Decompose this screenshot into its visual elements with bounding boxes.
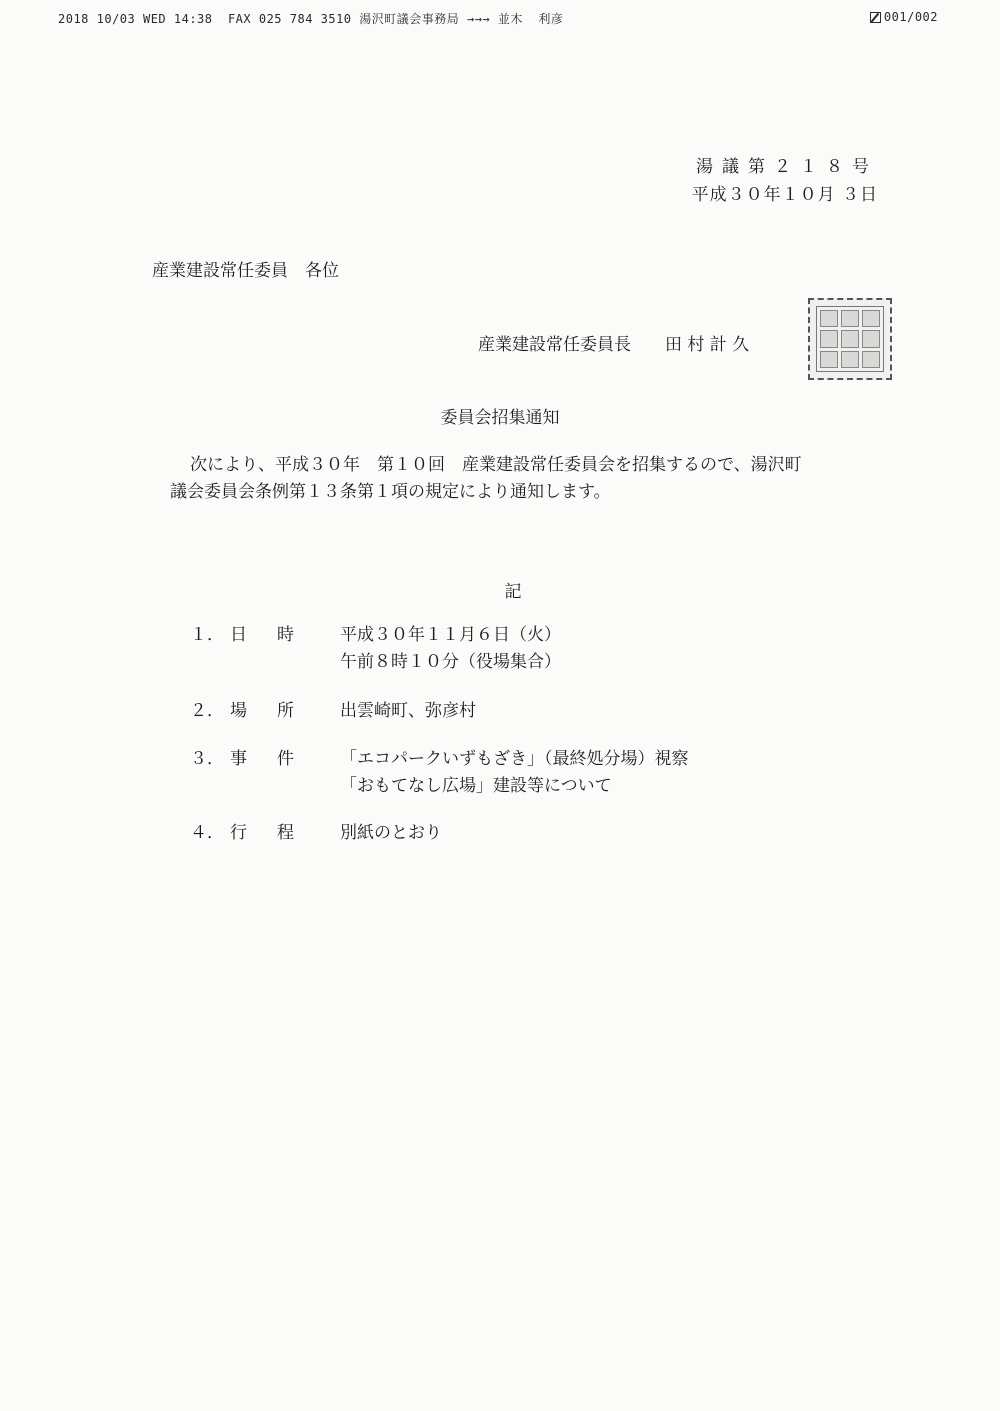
fax-page-count: 001/002 xyxy=(883,10,938,24)
item-number: ４． xyxy=(190,823,224,843)
item-value: 平成３０年１１月６日（火） xyxy=(340,625,561,645)
fax-page-indicator xyxy=(870,10,938,24)
item-datetime xyxy=(190,622,561,672)
item-place xyxy=(190,698,476,725)
recipient: 産業建設常任委員 各位 xyxy=(152,261,339,281)
document-number: 湯議第２１８号 xyxy=(696,157,878,177)
sender xyxy=(478,330,749,355)
item-number: １． xyxy=(190,625,224,645)
item-label: 日時 xyxy=(230,625,324,645)
ki-heading: 記 xyxy=(504,582,522,602)
fax-transmission-line: 2018 10/03 WED 14:38 FAX 025 784 3510 湯沢町議会事務局 →→→ 並木 利彦 xyxy=(58,12,564,26)
item-value: 「おもてなし広場」建設等について xyxy=(340,776,612,796)
fax-page-icon xyxy=(870,12,881,23)
body-line-2: 議会委員会条例第１３条第１項の規定により通知します。 xyxy=(170,482,611,502)
item-itinerary xyxy=(190,820,442,847)
item-value: 別紙のとおり xyxy=(340,823,442,843)
item-value: 「エコパークいずもざき」（最終処分場）視察 xyxy=(340,749,689,769)
body-line-1: 次により、平成３０年 第１０回 産業建設常任委員会を招集するので、湯沢町 xyxy=(190,455,802,475)
item-value: 出雲崎町、弥彦村 xyxy=(340,701,476,721)
item-value: 午前８時１０分（役場集合） xyxy=(340,652,561,672)
item-label: 事件 xyxy=(230,749,324,769)
sender-name: 田 村 計 久 xyxy=(665,335,750,355)
item-label: 行程 xyxy=(230,823,324,843)
document-date: 平成３０年１０月 ３日 xyxy=(691,185,878,205)
item-matter xyxy=(190,746,689,796)
item-label: 場所 xyxy=(230,701,324,721)
notice-body xyxy=(170,452,890,506)
fax-header xyxy=(0,10,1000,30)
item-number: ３． xyxy=(190,749,224,769)
notice-title: 委員会招集通知 xyxy=(440,408,560,428)
sender-title: 産業建設常任委員長 xyxy=(478,335,631,355)
official-seal-icon xyxy=(808,298,892,380)
item-number: ２． xyxy=(190,701,224,721)
